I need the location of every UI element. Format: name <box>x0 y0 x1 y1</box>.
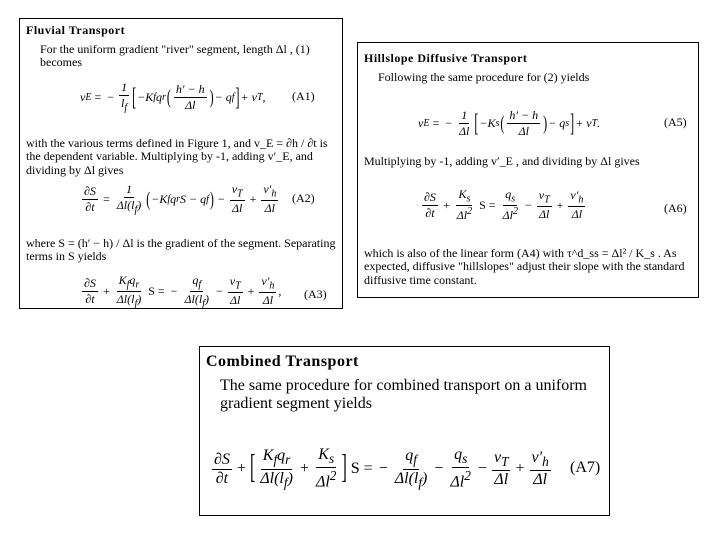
eq-a3-r1-den-close: ) <box>204 291 209 306</box>
eq-a3-r3-num: v′ <box>261 274 270 289</box>
eq-a5-tail-sub: T <box>591 117 598 129</box>
tag-a7: (A7) <box>570 459 601 476</box>
eq-a6-r2 <box>537 188 552 221</box>
eq-a2-t2-num: v′ <box>263 182 272 197</box>
hillslope-mid: Multiplying by -1, adding v′_E , and dividing by Δl gives <box>364 154 640 168</box>
eq-a6-r3-den: Δl <box>571 206 583 221</box>
eq-a5-tail: + v <box>575 115 592 130</box>
eq-a1-inner-b-sub: r <box>162 91 166 103</box>
eq-a2-inner-c-sub: f <box>206 193 209 205</box>
eq-a7-f1-den: Δl(l <box>260 469 284 487</box>
eq-a7-open-bracket: [ <box>249 450 256 486</box>
fluvial-mid: with the various terms defined in Figure 1, and v_E = ∂h / ∂t is the dependent variable. Multiplying by -1, adding v′_E, and dividing by Δl gives <box>26 136 328 177</box>
eq-a3-r1 <box>182 273 211 309</box>
eq-a2-t2 <box>261 182 278 215</box>
eq-a6-r3-num: v′ <box>570 188 579 203</box>
eq-a1-inner-c: − q <box>214 89 232 104</box>
tag-a2: (A2) <box>292 191 315 205</box>
eq-a7-r4-num: v′ <box>531 448 543 466</box>
equation-a5 <box>418 105 600 141</box>
eq-a7-plus-2: + <box>299 460 309 477</box>
eq-a7-r2-num: q <box>454 446 463 464</box>
eq-a2-inner-c: S − q <box>180 191 207 206</box>
tag-a3: (A3) <box>304 287 327 301</box>
tag-a6: (A6) <box>664 201 687 215</box>
eq-a7-lhs-den: ∂t <box>215 469 229 487</box>
eq-a3-r1-num-sub: f <box>198 279 202 291</box>
eq-a7-f2-num: K <box>318 446 329 464</box>
eq-a7-r3-num: v <box>493 448 502 466</box>
eq-a7-r3-den: Δl <box>494 471 509 489</box>
eq-a2-t1-num: v <box>231 182 238 197</box>
eq-a2-t1 <box>230 182 245 215</box>
eq-a7-f1-den-sub: f <box>283 474 288 490</box>
eq-a3-lhs-den: ∂t <box>85 291 95 306</box>
eq-a6-frac-num-sub: s <box>466 193 471 205</box>
eq-a3-frac-den: Δl(l <box>116 291 135 306</box>
eq-a7-lhs <box>212 451 232 488</box>
eq-a7-minus-3: − <box>477 460 487 477</box>
equation-a1 <box>80 79 266 115</box>
eq-a1-lhs: v <box>80 89 86 104</box>
eq-a3-r1-den: Δl(l <box>184 291 203 306</box>
hillslope-title: Hillslope Diffusive Transport <box>364 51 528 65</box>
eq-a2-frac-num: 1 <box>125 182 132 197</box>
eq-a7-plus: + <box>236 460 246 477</box>
eq-a2-t1-num-sub: T <box>237 188 243 200</box>
fluvial-where: where S = (h′ − h) / Δl is the gradient of the segment. Separating terms in S yields <box>26 236 336 264</box>
eq-a6-r1 <box>501 187 520 222</box>
eq-a5-inner: −K <box>479 115 496 130</box>
eq-a7-s: S = <box>350 460 373 477</box>
eq-a3-lhs <box>82 276 98 307</box>
eq-a6-minus: − <box>524 197 532 212</box>
eq-a6-r2-num: v <box>538 188 545 203</box>
eq-a2-inner: −K <box>151 191 168 206</box>
eq-a3-frac-num: K <box>118 273 127 288</box>
eq-a6-r2-num-sub: T <box>544 194 550 206</box>
eq-a1-inner-c-sub: f <box>231 91 235 103</box>
eq-a1-close-paren: ) <box>209 84 214 109</box>
eq-a2-lhs-num: ∂S <box>84 183 96 198</box>
eq-a6-r1-num-sub: s <box>511 193 516 205</box>
hillslope-transport-panel <box>357 42 699 298</box>
fluvial-intro-text: For the uniform gradient "river" segment, length Δl , (1) becomes <box>40 42 310 70</box>
eq-a5-frac-num: 1 <box>461 107 468 122</box>
eq-a6-r3-num-sub: h <box>578 194 584 206</box>
eq-a7-f2-num-sub: s <box>328 451 335 467</box>
eq-a5-inner-frac <box>507 108 540 139</box>
eq-a5-minus: − <box>445 115 452 130</box>
eq-a1-tail-sub: T <box>256 91 263 103</box>
eq-a2-inner-b: q <box>170 191 177 206</box>
eq-a7-f1-num: K <box>262 447 274 465</box>
eq-a6-r1-den: Δl <box>502 207 513 222</box>
hillslope-intro: Following the same procedure for (2) yields <box>378 70 590 84</box>
eq-a7-f2 <box>314 446 339 492</box>
eq-a7-f1-num-b-sub: r <box>285 452 291 468</box>
eq-a7-r1-den-close: ) <box>422 469 428 487</box>
eq-a3-frac-den-sub: f <box>134 297 138 309</box>
eq-a7-r2 <box>448 446 473 492</box>
eq-a2-frac-den-sub: f <box>134 204 138 216</box>
eq-a5-inner-frac-num: h′ − h <box>509 107 539 122</box>
eq-a7-r2-den-sup: 2 <box>464 468 471 484</box>
eq-a3-frac-num-b: q <box>129 273 136 288</box>
eq-a3-r1-num: q <box>192 273 199 288</box>
eq-a7-plus-3: + <box>515 460 525 477</box>
eq-a1-tail: + v <box>240 89 257 104</box>
eq-a7-r2-num-sub: s <box>462 451 468 467</box>
eq-a5-open-bracket: [ <box>474 107 479 137</box>
eq-a2-plus: + <box>249 191 257 206</box>
eq-a1-inner-a: −K <box>137 89 154 104</box>
eq-a6-lhs-num: ∂S <box>424 189 436 204</box>
eq-a2-equals: = <box>102 191 110 206</box>
eq-a1-inner-frac <box>174 82 207 113</box>
eq-a1-comma: , <box>262 89 266 104</box>
eq-a5-inner-c: − q <box>548 115 566 130</box>
eq-a1-inner-frac-den: Δl <box>185 97 196 112</box>
equation-a6 <box>420 183 587 227</box>
eq-a5-period: . <box>597 115 601 130</box>
eq-a1-minus: − <box>107 89 114 104</box>
eq-a3-minus-1: − <box>170 283 178 298</box>
eq-a3-comma: , <box>278 283 282 298</box>
eq-a7-r3 <box>492 449 511 489</box>
eq-a2-lhs <box>82 184 98 215</box>
eq-a1-lhs-sub: E <box>85 91 92 103</box>
eq-a2-frac-den-close: ) <box>137 198 142 213</box>
eq-a5-open-paren: ( <box>500 110 505 135</box>
eq-a7-r4-num-sub: h <box>542 454 549 470</box>
eq-a1-equals: = <box>94 89 102 104</box>
eq-a5-equals: = <box>432 115 440 130</box>
combined-transport-panel <box>199 346 610 516</box>
eq-a3-r1-den-sub: f <box>202 297 205 309</box>
eq-a2-frac <box>115 182 144 215</box>
eq-a6-plus: + <box>442 197 450 212</box>
combined-title: Combined Transport <box>206 353 359 370</box>
eq-a7-r2-den: Δl <box>450 473 465 491</box>
fluvial-title: Fluvial Transport <box>26 23 126 37</box>
eq-a3-plus-2: + <box>247 283 255 298</box>
eq-a2-close-paren: ) <box>209 186 214 211</box>
eq-a3-r2-den: Δl <box>229 292 241 307</box>
eq-a6-r1-den-sup: 2 <box>512 205 518 217</box>
eq-a6-lhs-den: ∂t <box>425 205 435 220</box>
eq-a1-frac-num: 1 <box>121 80 128 95</box>
eq-a7-r3-num-sub: T <box>501 454 509 470</box>
eq-a7-minus-2: − <box>434 460 444 477</box>
eq-a3-r2 <box>228 274 243 307</box>
eq-a3-frac-num-b-sub: r <box>135 279 140 291</box>
eq-a6-frac-den-sup: 2 <box>467 205 473 217</box>
eq-a7-r1-den-sub: f <box>418 474 423 490</box>
eq-a2-t2-num-sub: h <box>271 188 277 200</box>
eq-a1-open-paren: ( <box>166 84 171 109</box>
eq-a6-frac-den: Δl <box>456 207 468 222</box>
eq-a2-frac-den: Δl(l <box>116 198 135 213</box>
eq-a1-inner-a-sub: f <box>153 91 157 103</box>
eq-a5-inner-sub: s <box>495 117 500 129</box>
eq-a6-frac-num: K <box>458 187 467 202</box>
eq-a5-lhs-sub: E <box>423 117 430 129</box>
eq-a3-lhs-num: ∂S <box>84 275 96 290</box>
eq-a3-r3-num-sub: h <box>269 280 275 292</box>
eq-a7-f1-num-b: q <box>277 447 286 465</box>
eq-a7-f2-den: Δl <box>315 473 330 491</box>
equation-a3 <box>80 271 281 311</box>
eq-a3-minus-2: − <box>215 283 223 298</box>
equation-a7 <box>210 439 553 499</box>
eq-a2-inner-b-sub: r <box>176 193 181 205</box>
eq-a3-r2-num: v <box>229 274 236 289</box>
eq-a7-minus-1: − <box>378 460 388 477</box>
eq-a7-r4 <box>530 449 551 489</box>
eq-a5-inner-frac-den: Δl <box>518 123 529 138</box>
eq-a6-plus-2: + <box>556 197 564 212</box>
eq-a5-inner-c-sub: s <box>565 117 570 129</box>
eq-a5-frac <box>457 108 471 139</box>
eq-a7-r1-num-sub: f <box>413 452 417 468</box>
eq-a3-r2-num-sub: T <box>235 280 241 292</box>
eq-a3-plus: + <box>102 283 110 298</box>
hillslope-end: which is also of the linear form (A4) with τ^d_ss = Δl² / K_s . As expected, diffusive "hillslopes" adjust their slope with the standard diffusive time constant. <box>364 246 685 287</box>
eq-a6-r3 <box>568 188 585 221</box>
eq-a7-f1 <box>258 447 295 490</box>
eq-a2-t1-den: Δl <box>231 200 243 215</box>
eq-a6-r2-den: Δl <box>538 206 550 221</box>
eq-a7-f1-den-close: ) <box>287 469 293 487</box>
tag-a1: (A1) <box>292 89 315 103</box>
eq-a3-r3 <box>259 274 276 307</box>
eq-a3-frac-den-close: ) <box>137 291 142 306</box>
eq-a5-close-bracket: ] <box>570 107 575 137</box>
eq-a7-r1-den: Δl(l <box>394 469 419 487</box>
eq-a2-open-paren: ( <box>146 186 151 211</box>
eq-a1-open-bracket: [ <box>132 81 137 111</box>
eq-a6-r1-num: q <box>505 187 512 202</box>
eq-a1-close-bracket: ] <box>235 81 240 111</box>
eq-a6-frac <box>455 187 474 222</box>
eq-a5-close-paren: ) <box>543 110 548 135</box>
combined-intro <box>206 377 604 413</box>
eq-a3-frac <box>115 273 144 309</box>
eq-a7-close-bracket: ] <box>341 450 347 486</box>
eq-a7-f2-den-sup: 2 <box>329 468 337 484</box>
eq-a5-frac-den: Δl <box>459 123 470 138</box>
eq-a6-lhs <box>422 190 438 221</box>
eq-a1-frac-den: l <box>121 96 125 111</box>
eq-a7-r1-num: q <box>405 447 414 465</box>
eq-a7-f1-num-sub: f <box>273 452 278 468</box>
eq-a2-minus: − <box>217 191 225 206</box>
fluvial-transport-panel <box>19 18 343 309</box>
eq-a1-inner-frac-num: h′ − h <box>175 81 205 96</box>
combined-intro-text: The same procedure for combined transport on a uniform gradient segment yields <box>220 377 587 412</box>
eq-a3-frac-num-sub: f <box>126 279 130 291</box>
eq-a1-frac <box>119 80 129 113</box>
equation-a2 <box>80 179 280 219</box>
tag-a5: (A5) <box>664 115 687 129</box>
eq-a3-s: S = <box>148 283 165 298</box>
eq-a7-r1 <box>393 447 430 490</box>
eq-a6-s: S = <box>479 197 496 212</box>
fluvial-intro <box>26 43 336 70</box>
eq-a2-inner-sub: f <box>167 193 171 205</box>
eq-a2-t2-den: Δl <box>264 200 276 215</box>
eq-a3-r3-den: Δl <box>262 292 274 307</box>
eq-a2-lhs-den: ∂t <box>85 199 95 214</box>
eq-a7-r4-den: Δl <box>533 471 548 489</box>
eq-a1-frac-den-sub: f <box>124 102 128 114</box>
eq-a7-lhs-num: ∂S <box>214 450 230 468</box>
eq-a1-inner-b: q <box>156 89 163 104</box>
eq-a5-lhs: v <box>418 115 424 130</box>
